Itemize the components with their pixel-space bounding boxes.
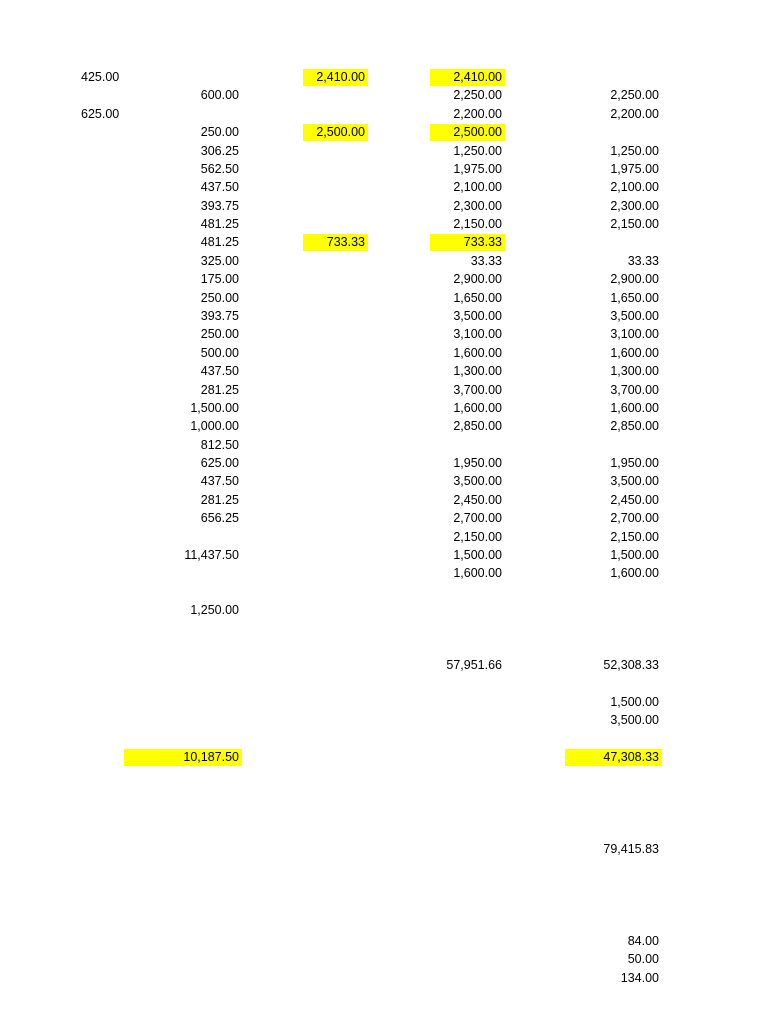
cell-b-row-5: 306.25 <box>200 143 239 158</box>
cell-d-row-18: 3,700.00 <box>453 382 502 397</box>
cell-d-row-2: 2,250.00 <box>453 88 502 103</box>
cell-e-row-36: 3,500.00 <box>610 713 659 728</box>
cell-e-row-9: 2,150.00 <box>610 217 659 231</box>
cell-d-row-19: 1,600.00 <box>453 400 502 415</box>
cell-e-row-19: 1,600.00 <box>610 400 659 415</box>
cell-d-row-28: 1,600.00 <box>453 566 502 581</box>
cell-e-row-25: 2,700.00 <box>610 511 659 526</box>
cell-d-row-5: 1,250.00 <box>453 143 502 158</box>
cell-e-row-22: 1,950.00 <box>610 456 659 470</box>
cell-e-row-13: 1,650.00 <box>610 290 659 305</box>
cell-e-row-8: 2,300.00 <box>610 198 659 213</box>
cell-e-row-35: 1,500.00 <box>610 694 659 709</box>
cell-d-row-9: 2,150.00 <box>453 217 502 231</box>
cell-e-row-5: 1,250.00 <box>610 143 659 158</box>
cell-e-row-16: 1,600.00 <box>610 345 659 360</box>
cell-b-row-8: 393.75 <box>200 198 239 213</box>
cell-b-row-6: 562.50 <box>200 161 239 176</box>
cell-d-row-13: 1,650.00 <box>453 290 502 305</box>
cell-e-row-7: 2,100.00 <box>610 180 659 195</box>
cell-e-row-15: 3,100.00 <box>610 327 659 342</box>
cell-a-row-1: 425.00 <box>81 70 120 84</box>
cell-b-row-38: 10,187.50 <box>124 749 242 766</box>
cell-b-row-30: 1,250.00 <box>190 603 239 617</box>
cell-c-row-1: 2,410.00 <box>303 69 368 86</box>
cell-b-row-25: 656.25 <box>200 511 239 526</box>
cell-d-row-14: 3,500.00 <box>453 308 502 323</box>
cell-e-row-23: 3,500.00 <box>610 474 659 489</box>
cell-b-row-12: 175.00 <box>200 272 239 287</box>
cell-d-row-3: 2,200.00 <box>453 106 502 121</box>
cell-b-row-27: 11,437.50 <box>184 547 239 562</box>
cell-b-row-23: 437.50 <box>200 474 239 489</box>
cell-d-row-15: 3,100.00 <box>453 327 502 342</box>
cell-b-row-21: 812.50 <box>200 437 239 452</box>
cell-e-row-6: 1,975.00 <box>610 161 659 176</box>
cell-d-row-25: 2,700.00 <box>453 511 502 526</box>
cell-d-row-12: 2,900.00 <box>453 272 502 287</box>
cell-d-row-8: 2,300.00 <box>453 198 502 213</box>
cell-d-row-16: 1,600.00 <box>453 345 502 360</box>
cell-d-row-22: 1,950.00 <box>453 456 502 470</box>
cell-e-row-3: 2,200.00 <box>610 106 659 121</box>
cell-b-row-11: 325.00 <box>200 253 239 268</box>
cell-d-row-27: 1,500.00 <box>453 547 502 562</box>
cell-d-row-20: 2,850.00 <box>453 419 502 434</box>
cell-c-row-4: 2,500.00 <box>303 124 368 141</box>
cell-c-row-10: 733.33 <box>303 234 368 251</box>
cell-d-row-6: 1,975.00 <box>453 161 502 176</box>
cell-b-row-17: 437.50 <box>200 364 239 379</box>
cell-e-row-50: 134.00 <box>620 970 659 985</box>
cell-d-row-26: 2,150.00 <box>453 529 502 544</box>
cell-e-row-11: 33.33 <box>627 253 659 268</box>
cell-e-row-14: 3,500.00 <box>610 308 659 323</box>
cell-d-row-1: 2,410.00 <box>430 69 505 86</box>
cell-e-row-24: 2,450.00 <box>610 492 659 507</box>
cell-d-row-7: 2,100.00 <box>453 180 502 195</box>
cell-e-row-17: 1,300.00 <box>610 364 659 379</box>
cell-e-row-28: 1,600.00 <box>610 566 659 581</box>
cell-b-row-24: 281.25 <box>200 492 239 507</box>
cell-a-row-3: 625.00 <box>81 106 120 121</box>
cell-b-row-16: 500.00 <box>200 345 239 360</box>
cell-e-row-43: 79,415.83 <box>603 842 659 856</box>
cell-e-row-2: 2,250.00 <box>610 88 659 103</box>
cell-d-row-11: 33.33 <box>470 253 502 268</box>
cell-e-row-48: 84.00 <box>627 933 659 948</box>
cell-b-row-2: 600.00 <box>200 88 239 103</box>
cell-b-row-7: 437.50 <box>200 180 239 195</box>
cell-d-row-24: 2,450.00 <box>453 492 502 507</box>
cell-b-row-15: 250.00 <box>200 327 239 342</box>
cell-d-row-10: 733.33 <box>430 234 505 251</box>
cell-b-row-18: 281.25 <box>200 382 239 397</box>
cell-e-row-38: 47,308.33 <box>565 749 662 766</box>
cell-d-row-17: 1,300.00 <box>453 364 502 379</box>
cell-b-row-20: 1,000.00 <box>190 419 239 434</box>
cell-b-row-19: 1,500.00 <box>190 400 239 415</box>
cell-e-row-27: 1,500.00 <box>610 547 659 562</box>
cell-e-row-33: 52,308.33 <box>603 658 659 673</box>
cell-b-row-22: 625.00 <box>200 456 239 470</box>
cell-e-row-20: 2,850.00 <box>610 419 659 434</box>
cell-b-row-13: 250.00 <box>200 290 239 305</box>
cell-e-row-26: 2,150.00 <box>610 529 659 544</box>
cell-b-row-4: 250.00 <box>200 125 239 140</box>
cell-d-row-4: 2,500.00 <box>430 124 505 141</box>
cell-b-row-14: 393.75 <box>200 308 239 323</box>
cell-d-row-23: 3,500.00 <box>453 474 502 489</box>
cell-d-row-33: 57,951.66 <box>446 658 502 673</box>
cell-b-row-9: 481.25 <box>200 217 239 231</box>
cell-b-row-10: 481.25 <box>200 235 239 250</box>
cell-e-row-49: 50.00 <box>627 952 659 967</box>
cell-e-row-18: 3,700.00 <box>610 382 659 397</box>
cell-e-row-12: 2,900.00 <box>610 272 659 287</box>
